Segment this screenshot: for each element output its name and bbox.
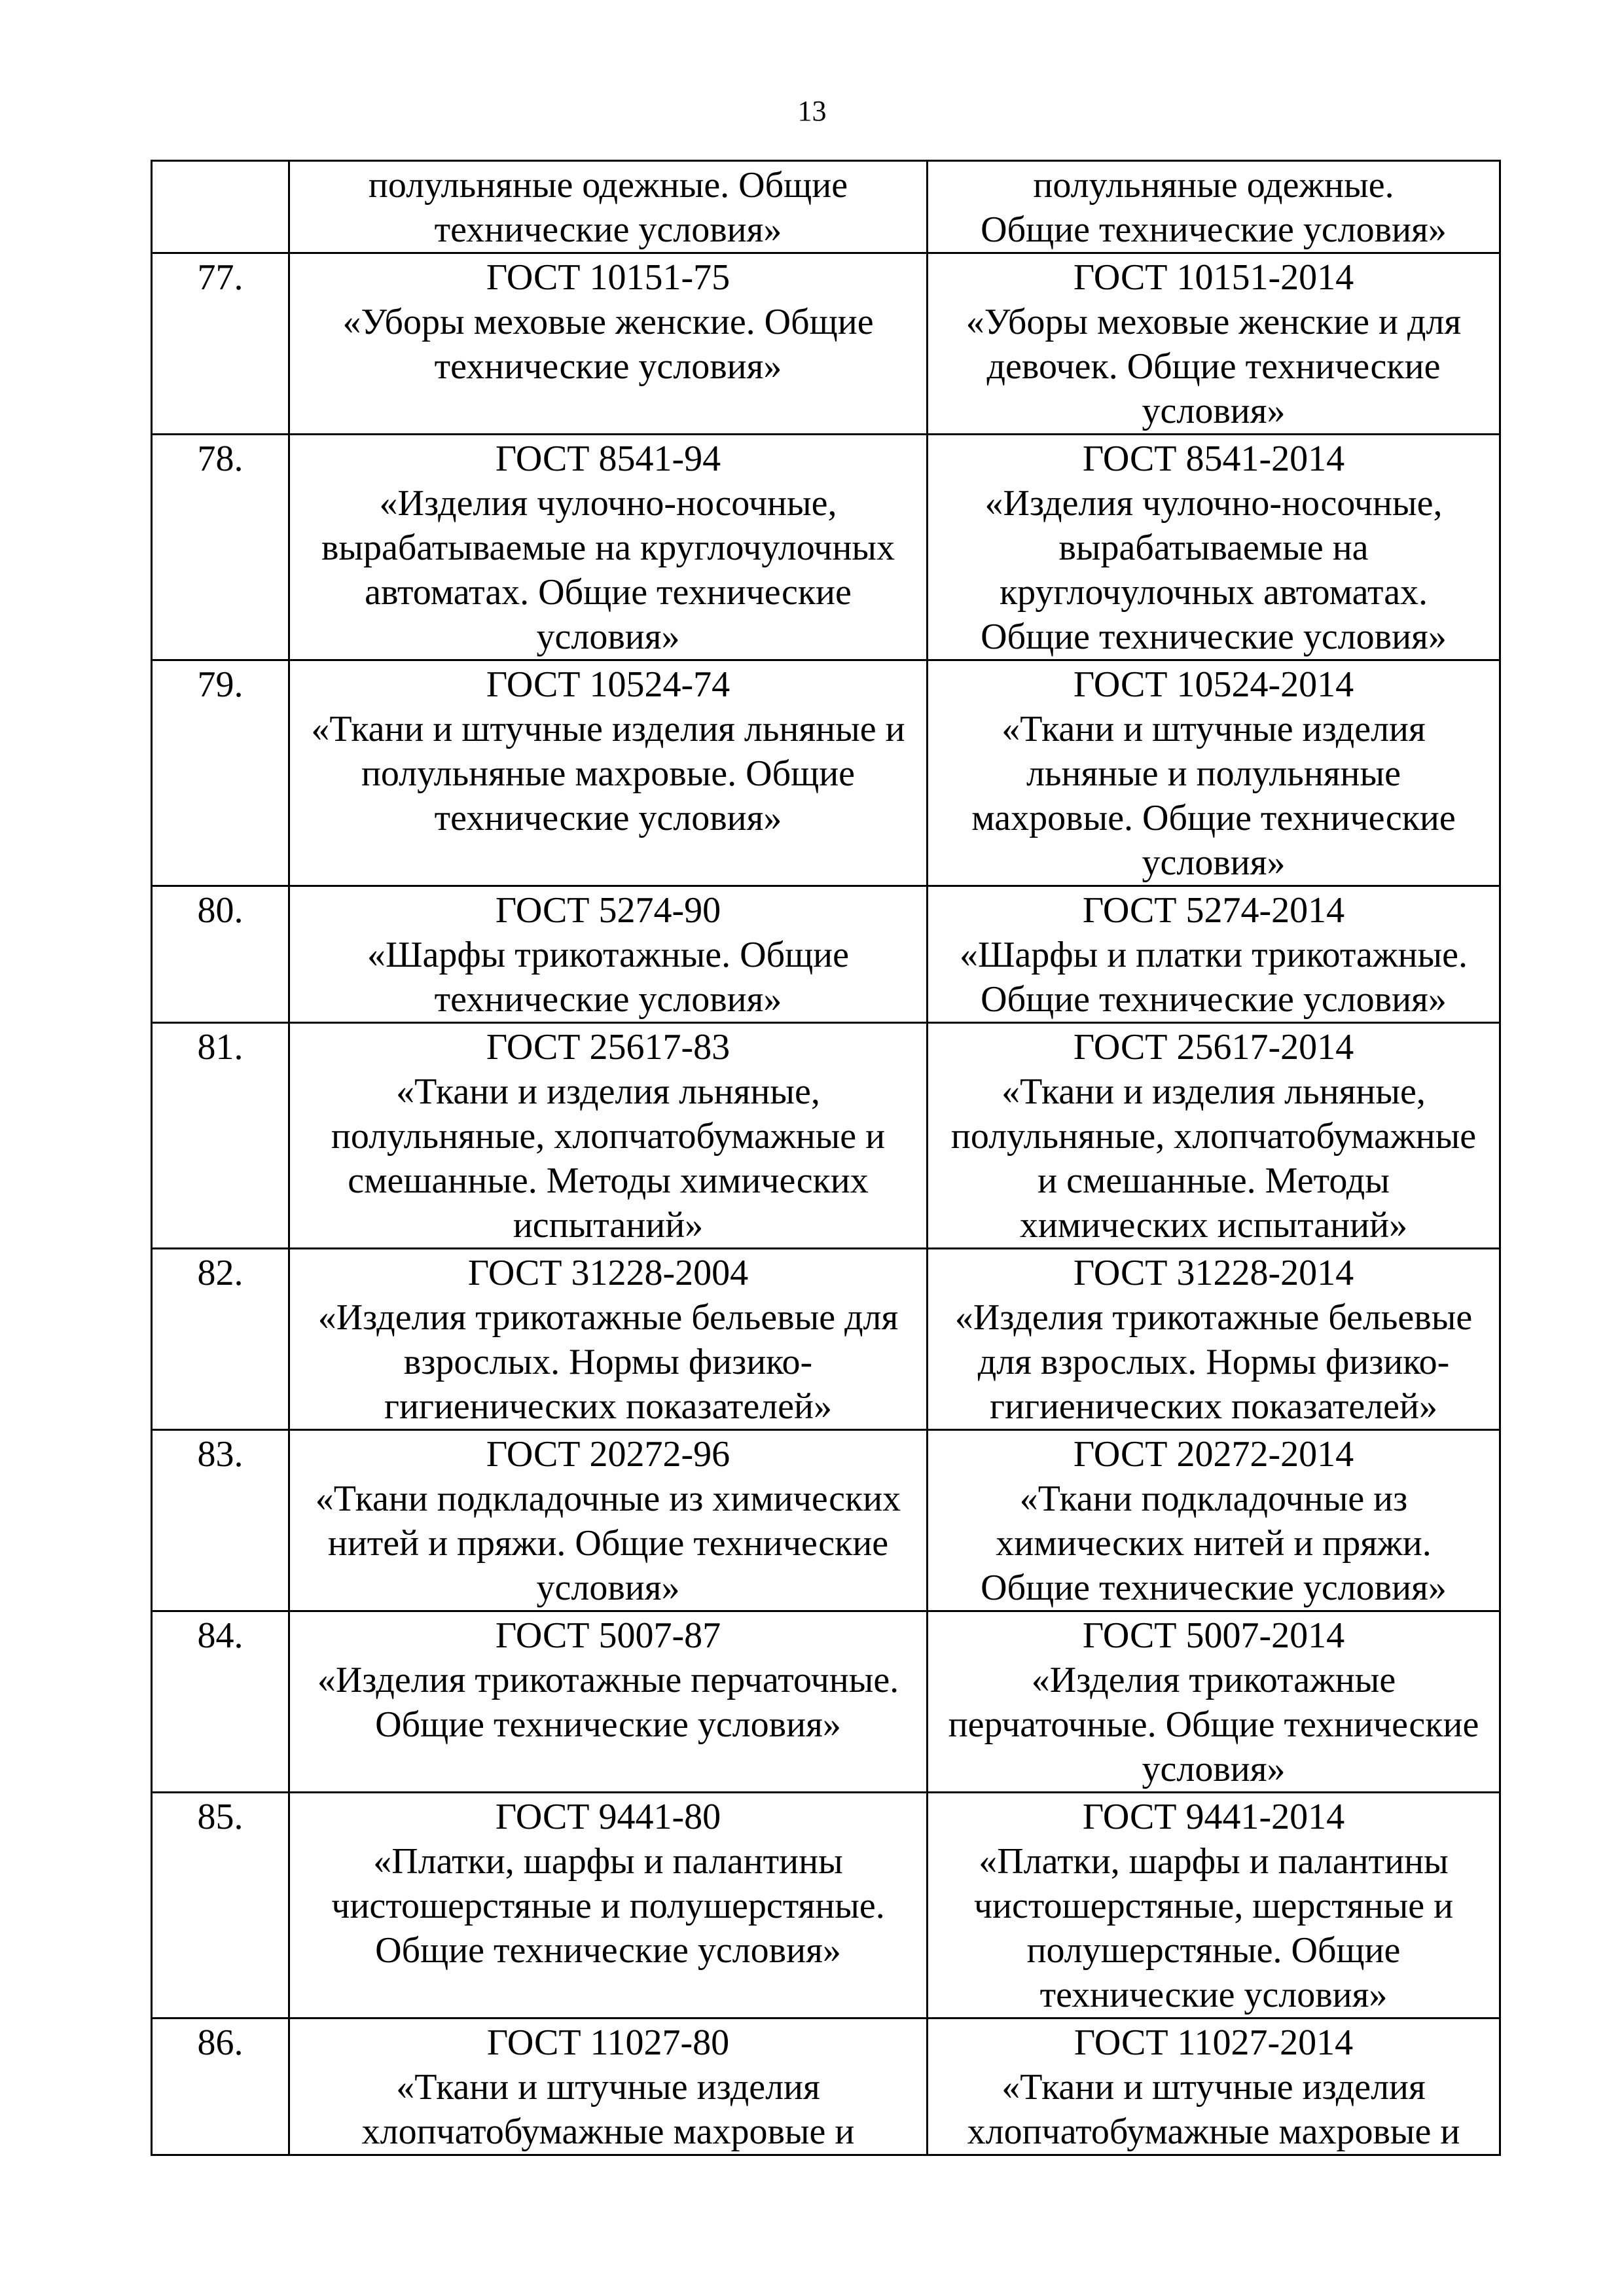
- new-standard-line: «Уборы меховые женские и для: [965, 302, 1462, 342]
- table-row: [152, 1611, 1500, 1793]
- new-standard-line: условия»: [1142, 391, 1286, 431]
- new-standard-line: условия»: [1142, 1749, 1286, 1789]
- old-standard-line: ГОСТ 10524-74: [486, 664, 731, 705]
- page-number: 13: [797, 95, 827, 127]
- old-standard-line: взрослых. Нормы физико-: [403, 1342, 813, 1382]
- new-standard-line: перчаточные. Общие технические: [948, 1704, 1479, 1745]
- new-standard-line: махровые. Общие технические: [971, 798, 1456, 838]
- new-standard-line: полушерстяные. Общие: [1026, 1930, 1401, 1971]
- old-standard-line: нитей и пряжи. Общие технические: [327, 1523, 889, 1564]
- old-standard-line: «Ткани и изделия льняные,: [396, 1071, 820, 1112]
- new-standard-cell: [928, 1249, 1500, 1430]
- standards-table: [151, 160, 1501, 2156]
- table-row: [152, 1023, 1500, 1249]
- new-standard-cell: [928, 161, 1500, 253]
- table-row: [152, 1430, 1500, 1611]
- old-standard-line: Общие технические условия»: [375, 1930, 841, 1971]
- new-standard-line: «Шарфы и платки трикотажные.: [959, 935, 1468, 975]
- new-standard-line: «Изделия чулочно-носочные,: [984, 483, 1443, 524]
- row-number: 84.: [152, 1611, 289, 1793]
- new-standard-cell: [928, 1793, 1500, 2018]
- row-number: [152, 161, 289, 253]
- old-standard-cell: [289, 660, 928, 886]
- row-number: 77.: [152, 253, 289, 435]
- new-standard-cell: [928, 1023, 1500, 1249]
- new-standard-line: «Ткани и штучные изделия: [1001, 2067, 1426, 2108]
- row-number: 80.: [152, 886, 289, 1023]
- new-standard-line: ГОСТ 9441-2014: [1082, 1797, 1345, 1837]
- old-standard-line: «Изделия трикотажные перчаточные.: [317, 1660, 899, 1700]
- old-standard-line: «Уборы меховые женские. Общие: [342, 302, 874, 342]
- old-standard-cell: [289, 2018, 928, 2155]
- table-row: [152, 660, 1500, 886]
- new-standard-line: «Ткани подкладочные из: [1019, 1479, 1408, 1519]
- old-standard-line: «Платки, шарфы и палантины: [373, 1841, 843, 1882]
- row-number: 82.: [152, 1249, 289, 1430]
- new-standard-cell: [928, 2018, 1500, 2155]
- old-standard-line: технические условия»: [434, 346, 782, 387]
- old-standard-line: «Ткани и штучные изделия льняные и: [311, 709, 905, 749]
- new-standard-line: круглочулочных автоматах.: [999, 572, 1428, 613]
- old-standard-line: автоматах. Общие технические: [365, 572, 852, 613]
- table-row: [152, 435, 1500, 660]
- new-standard-cell: [928, 660, 1500, 886]
- old-standard-line: ГОСТ 25617-83: [486, 1027, 731, 1067]
- row-number: 85.: [152, 1793, 289, 2018]
- old-standard-line: полульняные махровые. Общие: [361, 753, 856, 794]
- old-standard-line: «Ткани подкладочные из химических: [315, 1479, 901, 1519]
- new-standard-line: ГОСТ 11027-2014: [1074, 2022, 1354, 2063]
- old-standard-line: «Шарфы трикотажные. Общие: [367, 935, 850, 975]
- old-standard-line: хлопчатобумажные махровые и: [361, 2111, 855, 2152]
- old-standard-line: ГОСТ 5274-90: [495, 890, 721, 931]
- old-standard-line: смешанные. Методы химических: [348, 1160, 869, 1201]
- new-standard-line: ГОСТ 8541-2014: [1082, 439, 1345, 479]
- new-standard-line: «Изделия трикотажные: [1031, 1660, 1396, 1700]
- table-row: [152, 886, 1500, 1023]
- new-standard-line: льняные и полульняные: [1026, 753, 1401, 794]
- old-standard-line: условия»: [536, 617, 680, 657]
- new-standard-line: полульняные одежные.: [1033, 165, 1394, 206]
- new-standard-cell: [928, 886, 1500, 1023]
- old-standard-line: ГОСТ 9441-80: [495, 1797, 721, 1837]
- old-standard-line: «Изделия трикотажные бельевые для: [317, 1297, 899, 1338]
- new-standard-line: ГОСТ 31228-2014: [1073, 1253, 1354, 1293]
- new-standard-line: Общие технические условия»: [981, 209, 1447, 250]
- new-standard-line: ГОСТ 10524-2014: [1073, 664, 1354, 705]
- old-standard-line: вырабатываемые на круглочулочных: [321, 528, 895, 568]
- old-standard-line: чистошерстяные и полушерстяные.: [331, 1886, 885, 1926]
- table-row: [152, 253, 1500, 435]
- new-standard-line: «Ткани и штучные изделия: [1001, 709, 1426, 749]
- new-standard-line: Общие технические условия»: [981, 979, 1447, 1020]
- new-standard-cell: [928, 1611, 1500, 1793]
- new-standard-line: девочек. Общие технические: [986, 346, 1441, 387]
- table-row: [152, 1793, 1500, 2018]
- old-standard-cell: [289, 1793, 928, 2018]
- old-standard-line: полульняные, хлопчатобумажные и: [331, 1116, 886, 1157]
- row-number: 86.: [152, 2018, 289, 2155]
- new-standard-line: чистошерстяные, шерстяные и: [973, 1886, 1454, 1926]
- old-standard-line: «Ткани и штучные изделия: [396, 2067, 820, 2108]
- old-standard-cell: [289, 161, 928, 253]
- new-standard-line: ГОСТ 5274-2014: [1082, 890, 1345, 931]
- old-standard-line: полульняные одежные. Общие: [368, 165, 848, 206]
- old-standard-line: гигиенических показателей»: [384, 1386, 832, 1427]
- old-standard-cell: [289, 1249, 928, 1430]
- new-standard-line: Общие технические условия»: [981, 1568, 1447, 1608]
- old-standard-cell: [289, 1023, 928, 1249]
- row-number: 79.: [152, 660, 289, 886]
- row-number: 78.: [152, 435, 289, 660]
- old-standard-line: ГОСТ 20272-96: [486, 1434, 731, 1475]
- old-standard-cell: [289, 1430, 928, 1611]
- old-standard-line: испытаний»: [513, 1205, 704, 1246]
- new-standard-line: вырабатываемые на: [1058, 528, 1369, 568]
- table-row: [152, 161, 1500, 253]
- new-standard-line: ГОСТ 10151-2014: [1073, 257, 1354, 298]
- table-body: [152, 161, 1500, 2155]
- old-standard-cell: [289, 886, 928, 1023]
- table-row: [152, 1249, 1500, 1430]
- new-standard-line: условия»: [1142, 842, 1286, 883]
- new-standard-cell: [928, 435, 1500, 660]
- new-standard-line: Общие технические условия»: [981, 617, 1447, 657]
- old-standard-line: «Изделия чулочно-носочные,: [379, 483, 837, 524]
- old-standard-line: условия»: [536, 1568, 680, 1608]
- new-standard-line: «Изделия трикотажные бельевые: [954, 1297, 1473, 1338]
- old-standard-line: Общие технические условия»: [375, 1704, 841, 1745]
- new-standard-line: для взрослых. Нормы физико-: [977, 1342, 1450, 1382]
- new-standard-line: химических нитей и пряжи.: [996, 1523, 1432, 1564]
- old-standard-line: ГОСТ 5007-87: [495, 1615, 721, 1656]
- new-standard-line: хлопчатобумажные махровые и: [967, 2111, 1460, 2152]
- new-standard-line: ГОСТ 20272-2014: [1073, 1434, 1354, 1475]
- new-standard-line: химических испытаний»: [1019, 1205, 1408, 1246]
- old-standard-line: ГОСТ 10151-75: [486, 257, 731, 298]
- old-standard-line: технические условия»: [434, 209, 782, 250]
- row-number: 81.: [152, 1023, 289, 1249]
- new-standard-line: и смешанные. Методы: [1038, 1160, 1390, 1201]
- new-standard-line: ГОСТ 5007-2014: [1082, 1615, 1345, 1656]
- new-standard-cell: [928, 1430, 1500, 1611]
- new-standard-line: «Ткани и изделия льняные,: [1001, 1071, 1426, 1112]
- new-standard-line: технические условия»: [1039, 1975, 1388, 2015]
- old-standard-cell: [289, 435, 928, 660]
- new-standard-cell: [928, 253, 1500, 435]
- row-number: 83.: [152, 1430, 289, 1611]
- old-standard-line: технические условия»: [434, 798, 782, 838]
- old-standard-line: технические условия»: [434, 979, 782, 1020]
- old-standard-line: ГОСТ 8541-94: [495, 439, 721, 479]
- new-standard-line: гигиенических показателей»: [990, 1386, 1437, 1427]
- old-standard-cell: [289, 253, 928, 435]
- new-standard-line: полульняные, хлопчатобумажные: [950, 1116, 1477, 1157]
- table-row: [152, 2018, 1500, 2155]
- old-standard-line: ГОСТ 31228-2004: [467, 1253, 749, 1293]
- new-standard-line: «Платки, шарфы и палантины: [979, 1841, 1449, 1882]
- old-standard-cell: [289, 1611, 928, 1793]
- new-standard-line: ГОСТ 25617-2014: [1073, 1027, 1354, 1067]
- old-standard-line: ГОСТ 11027-80: [486, 2022, 730, 2063]
